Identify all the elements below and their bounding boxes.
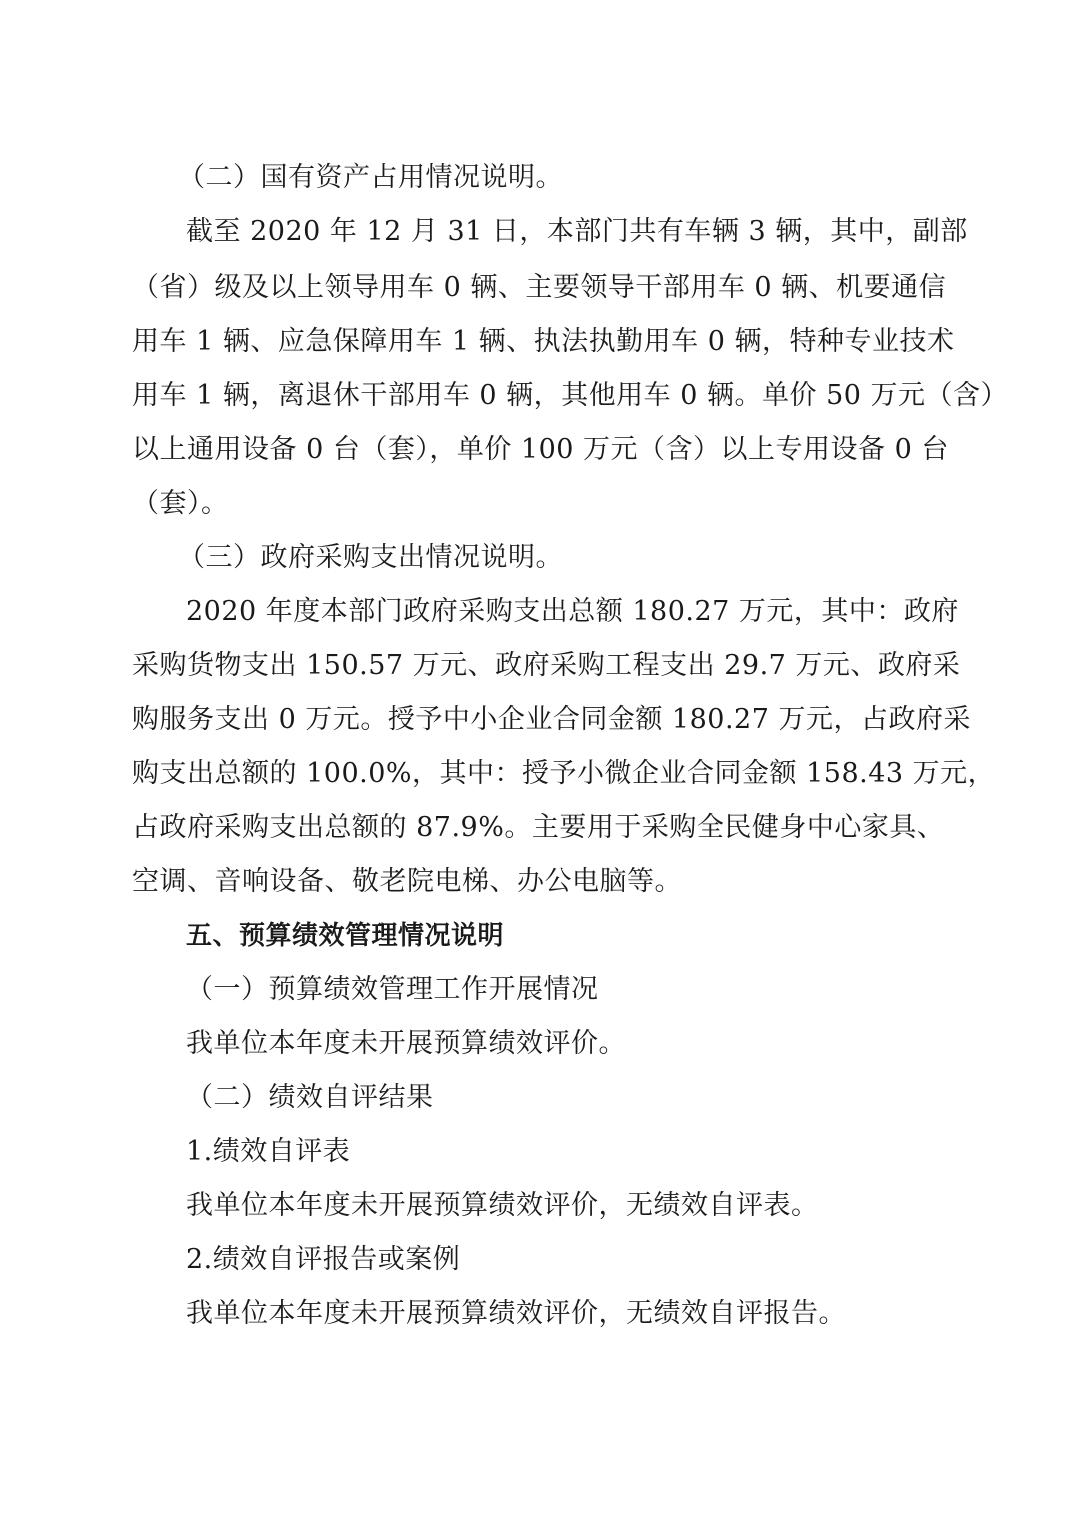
paragraph-line: （套）。	[132, 488, 229, 519]
paragraph-line: 用车 1 辆，离退休干部用车 0 辆，其他用车 0 辆。单价 50 万元（含）	[132, 380, 1009, 411]
paragraph-line: 以上通用设备 0 台（套），单价 100 万元（含）以上专用设备 0 台	[132, 434, 949, 465]
subsection-heading: （二）绩效自评结果	[186, 1082, 434, 1113]
paragraph-line: 空调、音响设备、敬老院电梯、办公电脑等。	[132, 866, 682, 897]
subsection-heading: （一）预算绩效管理工作开展情况	[186, 974, 599, 1005]
paragraph-line: 购服务支出 0 万元。授予中小企业合同金额 180.27 万元，占政府采	[132, 704, 971, 735]
item-heading: 2.绩效自评报告或案例	[186, 1244, 461, 1275]
paragraph-line: 用车 1 辆、应急保障用车 1 辆、执法执勤用车 0 辆，特种专业技术	[132, 326, 955, 357]
paragraph-line: 占政府采购支出总额的 87.9%。主要用于采购全民健身中心家具、	[132, 812, 945, 843]
section-procurement-heading: （三）政府采购支出情况说明。	[178, 542, 563, 573]
paragraph-line: 2020 年度本部门政府采购支出总额 180.27 万元，其中：政府	[186, 596, 959, 627]
paragraph-line: 我单位本年度未开展预算绩效评价。	[186, 1028, 626, 1059]
paragraph-line: （省）级及以上领导用车 0 辆、主要领导干部用车 0 辆、机要通信	[132, 272, 947, 303]
section-asset-heading: （二）国有资产占用情况说明。	[178, 162, 563, 193]
paragraph-line: 截至 2020 年 12 月 31 日，本部门共有车辆 3 辆，其中，副部	[186, 216, 968, 247]
item-heading: 1.绩效自评表	[186, 1136, 351, 1167]
section-performance-title: 五、预算绩效管理情况说明	[186, 921, 505, 951]
paragraph-line: 我单位本年度未开展预算绩效评价，无绩效自评报告。	[186, 1298, 846, 1329]
paragraph-line: 购支出总额的 100.0%，其中：授予小微企业合同金额 158.43 万元，	[132, 758, 996, 789]
paragraph-line: 采购货物支出 150.57 万元、政府采购工程支出 29.7 万元、政府采	[132, 650, 961, 681]
paragraph-line: 我单位本年度未开展预算绩效评价，无绩效自评表。	[186, 1190, 819, 1221]
